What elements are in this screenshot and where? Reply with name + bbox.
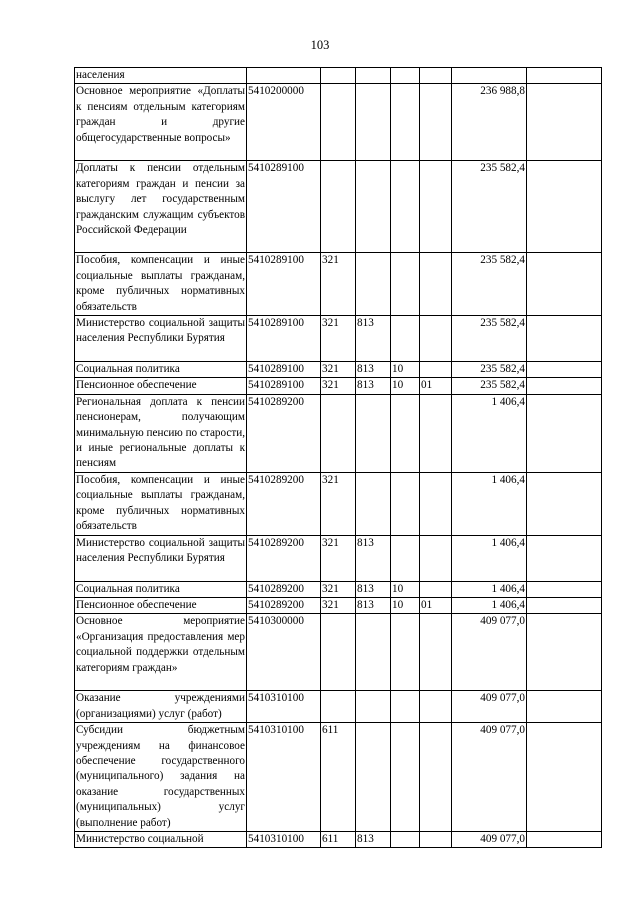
extra-amount-cell [527,723,602,832]
expense-type-cell: 321 [321,253,356,316]
amount-cell: 236 988,8 [452,84,527,161]
target-code-cell: 5410289200 [247,597,321,613]
subsection-cell: 01 [420,597,452,613]
item-name-cell: Министерство социальной защиты населения Республики Бурятия [75,316,247,362]
table-row [75,691,602,723]
target-code-cell: 5410310100 [247,831,321,847]
ministry-code-cell [356,161,391,253]
section-cell [391,614,420,691]
expense-type-cell: 321 [321,472,356,535]
budget-table [74,67,602,848]
section-cell [391,253,420,316]
amount-cell: 235 582,4 [452,378,527,394]
amount-cell: 1 406,4 [452,394,527,472]
ministry-code-cell: 813 [356,316,391,362]
target-code-cell: 5410289100 [247,161,321,253]
ministry-code-cell [356,472,391,535]
section-cell [391,316,420,362]
item-name-cell: Социальная политика [75,362,247,378]
expense-type-cell [321,68,356,84]
ministry-code-cell [356,394,391,472]
amount-cell: 409 077,0 [452,691,527,723]
subsection-cell [420,614,452,691]
amount-cell: 1 406,4 [452,472,527,535]
amount-cell: 409 077,0 [452,831,527,847]
item-name-cell: населения [75,68,247,84]
subsection-cell [420,831,452,847]
item-name-cell: Министерство социальной [75,831,247,847]
section-cell: 10 [391,597,420,613]
ministry-code-cell: 813 [356,362,391,378]
table-row [75,84,602,161]
section-cell: 10 [391,378,420,394]
section-cell [391,831,420,847]
amount-cell: 235 582,4 [452,253,527,316]
expense-type-cell [321,161,356,253]
section-cell [391,535,420,581]
expense-type-cell: 321 [321,535,356,581]
amount-cell: 1 406,4 [452,581,527,597]
table-row [75,831,602,847]
target-code-cell: 5410289100 [247,362,321,378]
table-row [75,68,602,84]
target-code-cell: 5410289200 [247,535,321,581]
section-cell: 10 [391,362,420,378]
extra-amount-cell [527,253,602,316]
target-code-cell: 5410300000 [247,614,321,691]
table-row [75,723,602,832]
section-cell: 10 [391,581,420,597]
ministry-code-cell [356,253,391,316]
item-name-cell: Пенсионное обеспечение [75,597,247,613]
extra-amount-cell [527,316,602,362]
item-name-cell: Доплаты к пенсии отдельным категориям граждан и пенсии за выслугу лет государственным гражданским служащим субъектов Российской Федерации [75,161,247,253]
subsection-cell [420,723,452,832]
item-name-cell: Основное мероприятие «Доплаты к пенсиям отдельным категориям граждан и другие общегосударственные вопросы» [75,84,247,161]
extra-amount-cell [527,581,602,597]
section-cell [391,84,420,161]
amount-cell: 235 582,4 [452,316,527,362]
ministry-code-cell: 813 [356,597,391,613]
amount-cell: 409 077,0 [452,614,527,691]
amount-cell: 235 582,4 [452,161,527,253]
ministry-code-cell [356,723,391,832]
target-code-cell: 5410289200 [247,472,321,535]
item-name-cell: Региональная доплата к пенсии пенсионерам, получающим минимальную пенсию по старости, и иные региональные доплаты к пенсиям [75,394,247,472]
table-row [75,161,602,253]
table-row [75,378,602,394]
subsection-cell [420,581,452,597]
section-cell [391,394,420,472]
amount-cell: 1 406,4 [452,597,527,613]
item-name-cell: Субсидии бюджетным учреждениям на финансовое обеспечение государственного (муниципального) задания на оказание государственных (муниципальных) услуг (выполнение работ) [75,723,247,832]
expense-type-cell: 321 [321,378,356,394]
target-code-cell: 5410289200 [247,394,321,472]
extra-amount-cell [527,597,602,613]
table-row [75,316,602,362]
extra-amount-cell [527,394,602,472]
subsection-cell [420,316,452,362]
subsection-cell [420,362,452,378]
expense-type-cell [321,691,356,723]
ministry-code-cell [356,68,391,84]
target-code-cell: 5410289100 [247,316,321,362]
subsection-cell [420,691,452,723]
table-body [75,68,602,848]
target-code-cell [247,68,321,84]
table-row [75,535,602,581]
ministry-code-cell: 813 [356,378,391,394]
table-row [75,394,602,472]
item-name-cell: Социальная политика [75,581,247,597]
extra-amount-cell [527,691,602,723]
section-cell [391,691,420,723]
target-code-cell: 5410289200 [247,581,321,597]
item-name-cell: Министерство социальной защиты населения Республики Бурятия [75,535,247,581]
ministry-code-cell [356,84,391,161]
ministry-code-cell [356,691,391,723]
extra-amount-cell [527,378,602,394]
table-row [75,253,602,316]
expense-type-cell [321,394,356,472]
table-row [75,472,602,535]
item-name-cell: Пенсионное обеспечение [75,378,247,394]
expense-type-cell [321,614,356,691]
amount-cell [452,68,527,84]
target-code-cell: 5410289100 [247,378,321,394]
subsection-cell: 01 [420,378,452,394]
ministry-code-cell: 813 [356,581,391,597]
expense-type-cell: 611 [321,831,356,847]
item-name-cell: Пособия, компенсации и иные социальные выплаты гражданам, кроме публичных нормативных обязательств [75,472,247,535]
ministry-code-cell [356,614,391,691]
subsection-cell [420,253,452,316]
item-name-cell: Пособия, компенсации и иные социальные выплаты гражданам, кроме публичных нормативных обязательств [75,253,247,316]
ministry-code-cell: 813 [356,535,391,581]
expense-type-cell: 611 [321,723,356,832]
target-code-cell: 5410200000 [247,84,321,161]
table-row [75,581,602,597]
section-cell [391,68,420,84]
section-cell [391,472,420,535]
expense-type-cell: 321 [321,362,356,378]
extra-amount-cell [527,161,602,253]
amount-cell: 235 582,4 [452,362,527,378]
extra-amount-cell [527,472,602,535]
amount-cell: 409 077,0 [452,723,527,832]
extra-amount-cell [527,535,602,581]
target-code-cell: 5410310100 [247,691,321,723]
subsection-cell [420,394,452,472]
expense-type-cell: 321 [321,316,356,362]
extra-amount-cell [527,614,602,691]
subsection-cell [420,161,452,253]
expense-type-cell: 321 [321,581,356,597]
subsection-cell [420,84,452,161]
expense-type-cell: 321 [321,597,356,613]
target-code-cell: 5410289100 [247,253,321,316]
table-row [75,614,602,691]
extra-amount-cell [527,362,602,378]
expense-type-cell [321,84,356,161]
subsection-cell [420,68,452,84]
page-number: 103 [310,38,330,52]
table-row [75,362,602,378]
extra-amount-cell [527,84,602,161]
ministry-code-cell: 813 [356,831,391,847]
extra-amount-cell [527,68,602,84]
target-code-cell: 5410310100 [247,723,321,832]
section-cell [391,161,420,253]
subsection-cell [420,535,452,581]
item-name-cell: Основное мероприятие «Организация предоставления мер социальной поддержки отдельным категориям граждан» [75,614,247,691]
table-row [75,597,602,613]
extra-amount-cell [527,831,602,847]
amount-cell: 1 406,4 [452,535,527,581]
subsection-cell [420,472,452,535]
item-name-cell: Оказание учреждениями (организациями) услуг (работ) [75,691,247,723]
section-cell [391,723,420,832]
